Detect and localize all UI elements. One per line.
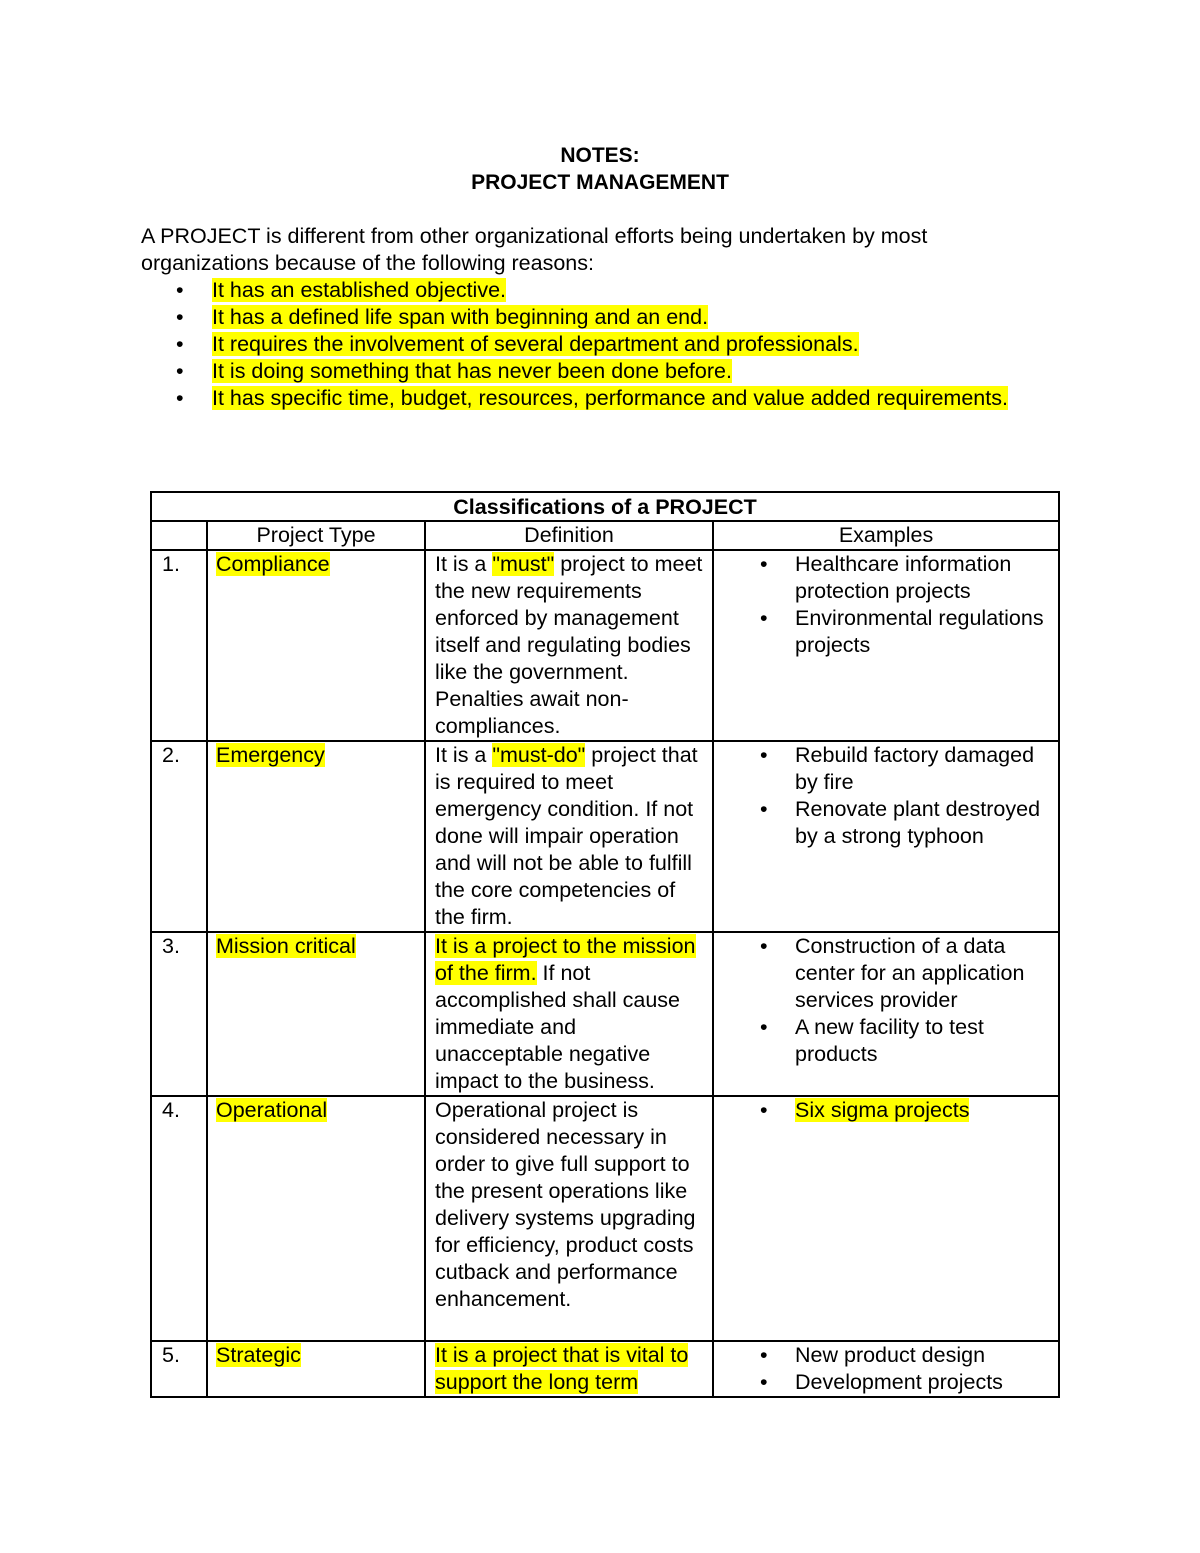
classifications-table bbox=[150, 491, 1060, 1398]
project-type: Operational bbox=[216, 1098, 328, 1122]
list-item bbox=[141, 304, 1041, 331]
table-row bbox=[151, 741, 1059, 932]
example-text: Construction of a data center for an application services provider bbox=[795, 934, 1025, 1012]
list-item bbox=[720, 1342, 1052, 1369]
list-item bbox=[720, 796, 1052, 850]
example-text: New product design bbox=[795, 1343, 986, 1367]
bullet-icon: • bbox=[760, 1370, 768, 1394]
reason-text: It is doing something that has never been done before. bbox=[212, 359, 732, 383]
project-type: Mission critical bbox=[216, 934, 356, 958]
example-text: A new facility to test products bbox=[795, 1015, 984, 1066]
examples-cell bbox=[713, 741, 1059, 932]
bullet-icon: • bbox=[760, 1098, 768, 1122]
reason-text: It requires the involvement of several department and professionals. bbox=[212, 332, 859, 356]
bullet-icon: • bbox=[760, 1015, 768, 1039]
row-number: 4. bbox=[151, 1096, 207, 1341]
definition-text: If not accomplished shall cause immediate and unacceptable negative impact to the business. bbox=[435, 961, 680, 1093]
list-item bbox=[141, 277, 1041, 304]
definition-highlight: It is a project that is vital to support the long term bbox=[435, 1343, 689, 1394]
table-row bbox=[151, 1096, 1059, 1341]
header-examples: Examples bbox=[713, 521, 1059, 550]
definition-text: project to meet the new requirements enforced by management itself and regulating bodies like the government. Penalties await non-compliances. bbox=[435, 552, 703, 738]
definition-cell bbox=[425, 741, 713, 932]
definition-text: Operational project is considered necessary in order to give full support to the present operations like delivery systems upgrading for efficiency, product costs cutback and performance enhancement. bbox=[435, 1098, 696, 1311]
example-text: Development projects bbox=[795, 1370, 1003, 1394]
bullet-icon: • bbox=[176, 332, 184, 356]
intro-paragraph: A PROJECT is different from other organizational efforts being undertaken by most organizations because of the following reasons: bbox=[141, 224, 928, 275]
list-item bbox=[720, 742, 1052, 796]
definition-text: It is a bbox=[435, 743, 493, 767]
table-row bbox=[151, 1341, 1059, 1397]
bullet-icon: • bbox=[760, 552, 768, 576]
row-number: 1. bbox=[151, 550, 207, 741]
examples-cell bbox=[713, 932, 1059, 1096]
list-item bbox=[141, 385, 1041, 412]
bullet-icon: • bbox=[176, 305, 184, 329]
bullet-icon: • bbox=[760, 606, 768, 630]
list-item bbox=[141, 358, 1041, 385]
project-type: Compliance bbox=[216, 552, 330, 576]
bullet-icon: • bbox=[760, 797, 768, 821]
reasons-list bbox=[141, 277, 1041, 412]
definition-cell bbox=[425, 932, 713, 1096]
list-item bbox=[720, 1097, 1052, 1124]
reason-text: It has an established objective. bbox=[212, 278, 507, 302]
example-text: Renovate plant destroyed by a strong typhoon bbox=[795, 797, 1041, 848]
definition-cell bbox=[425, 1096, 713, 1341]
bullet-icon: • bbox=[176, 359, 184, 383]
header-number bbox=[151, 521, 207, 550]
bullet-icon: • bbox=[760, 743, 768, 767]
definition-text: It is a bbox=[435, 552, 493, 576]
table-row bbox=[151, 550, 1059, 741]
definition-highlight: "must" bbox=[492, 552, 555, 576]
bullet-icon: • bbox=[176, 278, 184, 302]
definition-highlight: "must-do" bbox=[492, 743, 586, 767]
header-project-type: Project Type bbox=[207, 521, 425, 550]
bullet-icon: • bbox=[176, 386, 184, 410]
table-row bbox=[151, 932, 1059, 1096]
row-number: 3. bbox=[151, 932, 207, 1096]
project-type: Emergency bbox=[216, 743, 325, 767]
examples-cell bbox=[713, 1341, 1059, 1397]
examples-cell bbox=[713, 550, 1059, 741]
list-item bbox=[141, 331, 1041, 358]
project-type: Strategic bbox=[216, 1343, 301, 1367]
example-text: Environmental regulations projects bbox=[795, 606, 1044, 657]
example-text: Healthcare information protection projects bbox=[795, 552, 1012, 603]
reason-text: It has a defined life span with beginning and an end. bbox=[212, 305, 709, 329]
table-caption: Classifications of a PROJECT bbox=[151, 492, 1059, 521]
notes-heading: NOTES: bbox=[560, 144, 640, 167]
page-title: PROJECT MANAGEMENT bbox=[471, 171, 729, 194]
header-definition: Definition bbox=[425, 521, 713, 550]
definition-cell bbox=[425, 1341, 713, 1397]
row-number: 5. bbox=[151, 1341, 207, 1397]
list-item bbox=[720, 1369, 1052, 1396]
bullet-icon: • bbox=[760, 934, 768, 958]
reason-text: It has specific time, budget, resources, performance and value added requirements. bbox=[212, 386, 1008, 410]
definition-text: project that is required to meet emergency condition. If not done will impair operation and will not be able to fulfill the core competencies of the firm. bbox=[435, 743, 698, 929]
list-item bbox=[720, 1014, 1052, 1068]
example-text: Rebuild factory damaged by fire bbox=[795, 743, 1035, 794]
example-text: Six sigma projects bbox=[795, 1098, 970, 1122]
examples-cell bbox=[713, 1096, 1059, 1341]
list-item bbox=[720, 605, 1052, 659]
list-item bbox=[720, 933, 1052, 1014]
definition-cell bbox=[425, 550, 713, 741]
bullet-icon: • bbox=[760, 1343, 768, 1367]
list-item bbox=[720, 551, 1052, 605]
table-header-row bbox=[151, 521, 1059, 550]
definition-highlight: It is a project to the mission of the firm. bbox=[435, 934, 696, 985]
row-number: 2. bbox=[151, 741, 207, 932]
